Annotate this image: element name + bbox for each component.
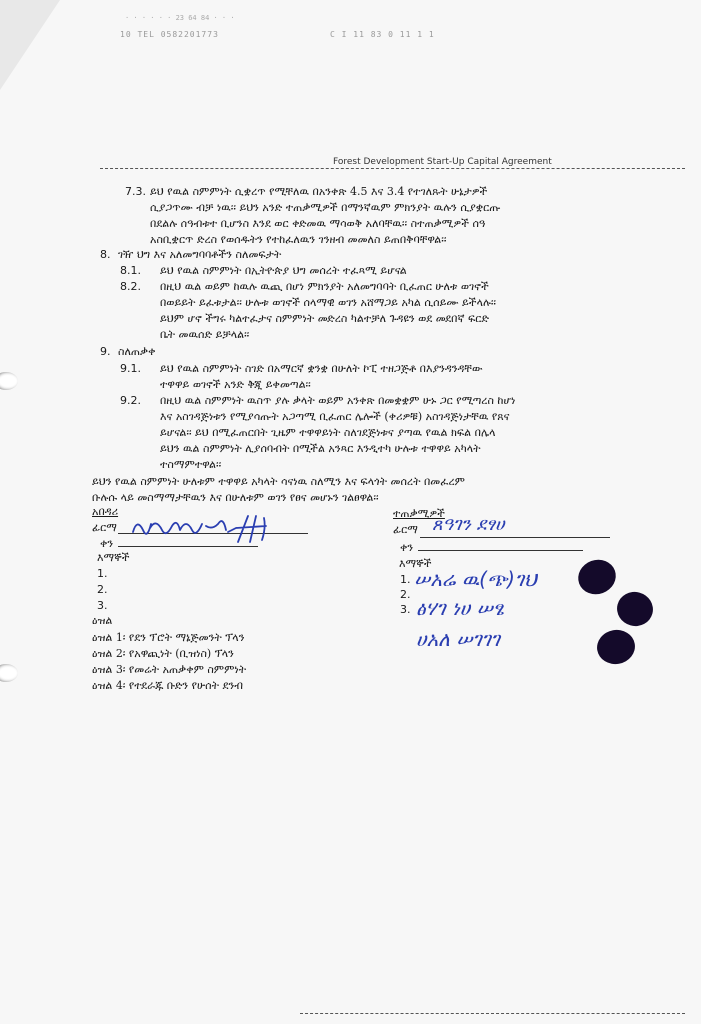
annex-item: ዕዝል 4፡ የተደራጁ ቡድን የሁሰት ደንብ [92, 679, 243, 692]
witness-number: 3. [400, 603, 411, 616]
beneficiaries-witnesses-title: እማኞች [399, 557, 432, 570]
clause-line: ይህን ዉል ስምምነት ሊያሰባብት በሚችል አንጻር እንዲተካ ሁሉቱ ተዋዋይ አካላት [160, 442, 481, 455]
clause-line: ይህም ሆኖ ችግሩ ካልተፈታና ስምምነት መድረስ ካልተቻለ ጉዳዩን ወደ መደበኛ ፍርድ [160, 312, 489, 325]
closing-line: ቡሉሱ ላይ መስማማታቸዉን እና በሁለቱም ወገን የፀና መሆኑን ገልፀዋል፡፡ [92, 491, 379, 504]
lender-date-label: ቀን [100, 537, 114, 550]
clause-number: 8.2. [120, 280, 141, 293]
clause-number: 9.1. [120, 362, 141, 375]
section-title: ስለጠቃቀ [118, 345, 156, 358]
annex-item: ዕዝል 1፡ የደን ፕሮት ማኔጅመንት ፕላን [92, 631, 245, 644]
fax-header [120, 30, 435, 39]
clause-number: 8.1. [120, 264, 141, 277]
lender-signature [128, 510, 298, 550]
beneficiaries-handwritten-name: ጸዓገን ደፃሀ [432, 514, 505, 535]
section-title: ገዥ ህግ እና አለመግባባቶችን ስለመፍታት [118, 248, 282, 261]
clause-line: እና አስገዳጅነቱን የሚያሳጡት አጋጣሚ ቢፈጠር ሌሎች (ቀሪዎቹ) አስገዳጅነታቸዉ የጸና [160, 410, 510, 423]
clause-line: ይህ የዉል ስምምነት በኢትዮጵያ ህግ መሰረት ተፈጻሚ ይሆናል [160, 264, 407, 277]
fingerprint-1 [573, 555, 620, 600]
handwritten-witness-3: ሀአለ ሠገገገ [416, 627, 500, 651]
annex-title: ዕዝል [92, 614, 113, 627]
section-number: 9. [100, 345, 111, 358]
clause-line: ይሆናል፡፡ ይህ በሚፈጠርበት ጊዜም ተዋዋይነት ስለገደጅነቱና ያጣዉ የዉል ክፍል በሌላ [160, 426, 496, 439]
witness-number: 2. [400, 588, 411, 601]
lender-title: አበዳሪ [92, 505, 119, 518]
witness-number: 1. [97, 567, 108, 580]
clause-number: 9.2. [120, 394, 141, 407]
witness-number: 1. [400, 573, 411, 586]
clause-line: ተስማምተዋል፡፡ [160, 458, 222, 471]
fingerprint-2 [613, 588, 657, 630]
fax-header-top: · · · · · · 23 64 84 · · · [125, 14, 235, 22]
lender-witnesses-title: እማኞች [97, 551, 130, 564]
clause-line: በወይይት ይፈቱታል፡፡ ሁሉቱ ወገኖች ሰላማዊ ወገን አሸማጋይ አካል ሲሰይሙ ይችላሉ፡፡ [160, 296, 497, 309]
punch-hole-top [0, 372, 18, 390]
witness-number: 2. [97, 583, 108, 596]
beneficiaries-date-line [418, 550, 583, 551]
fax-left: 10 TEL 0582201773 [120, 30, 219, 39]
beneficiaries-signature-line [420, 537, 610, 538]
fax-right: C I 11 83 0 11 1 1 [330, 30, 435, 39]
fingerprint-3 [594, 627, 637, 667]
clause-line: ይህ የዉል ስምምነት ስገድ በአማርኛ ቋንቋ በሁለት ኮፒ ተዘጋጅቶ በእያንዳንዳቸው [160, 362, 483, 375]
clause-line: አስቢቋርጥ ድረስ የወሰዱትን የተከፈለዉን ገንዘብ መመለስ ይጠበቅባቸዋል፡፡ [150, 233, 447, 246]
lender-signature-label: ፊርማ [92, 521, 117, 534]
clause-line: ቤት መዉሰድ ይቻላል፡፡ [160, 328, 250, 341]
footer-rule [300, 1013, 685, 1014]
handwritten-witness-1: ሠአሬ ዉ(ጭ)ገህ [414, 567, 537, 591]
document-header: Forest Development Start-Up Capital Agreement [333, 157, 552, 167]
clause-number: 7.3. [125, 185, 146, 198]
header-rule [100, 168, 685, 169]
beneficiaries-title: ተጠቃሚዎች [393, 507, 445, 520]
beneficiaries-date-label: ቀን [400, 541, 414, 554]
clause-line: ተዋዋይ ወገኖች አንድ ቅጂ ይቀመጣል፡፡ [160, 378, 311, 391]
clause-line: በዚህ ዉል ወይም ከዉሉ ዉጪ በሆነ ምክንያት አለመግባባት ቢፈጠር ሁለቱ ወገኖች [160, 280, 489, 293]
folded-corner [0, 0, 60, 90]
clause-line: ሲያጋጥሙ ብቻ ነዉ፡፡ ይህን አንድ ተጠቃሚዎች በማንኛዉም ምክንያት ዉሉን ሲያቋርጡ [150, 201, 501, 214]
clause-line: በደልሉ ሰዓብቱተ ቢሆንስ እንደ ወር ቀድመዉ ማሳወቅ አለባቸዉ፡፡ ስተጠቃሚዎች ሰዓ [150, 217, 486, 230]
punch-hole-bottom [0, 664, 18, 682]
witness-number: 3. [97, 599, 108, 612]
closing-line: ይህን የዉል ስምምነት ሁለቱም ተዋዋይ አካላት ሳናነዉ ስለሚን እና ፍላጎት መሰረት በመፈረም [92, 475, 465, 488]
annex-item: ዕዝል 3፡ የመሬት አጠቃቀም ስምምነት [92, 663, 247, 676]
annex-item: ዕዝል 2፡ የአዋጪነት (ቢዝነስ) ፕላን [92, 647, 234, 660]
handwritten-witness-2: ፅሃገ ነሀ ሠፄ [416, 596, 504, 620]
section-number: 8. [100, 248, 111, 261]
clause-line: ይህ የዉል ስምምነት ሲቋረጥ የሚቸለዉ በአንቀጽ 4.5 እና 3.4 የተገለጹት ሁኔታዎች [150, 185, 488, 198]
beneficiaries-signature-label: ፊርማ [393, 523, 418, 536]
clause-line: በዚህ ዉል ስምምነት ዉስጥ ያሉ ቃላት ወይም አንቀጽ በመቋቋም ሁኑ ጋር የሚጣረስ ከሆነ [160, 394, 516, 407]
